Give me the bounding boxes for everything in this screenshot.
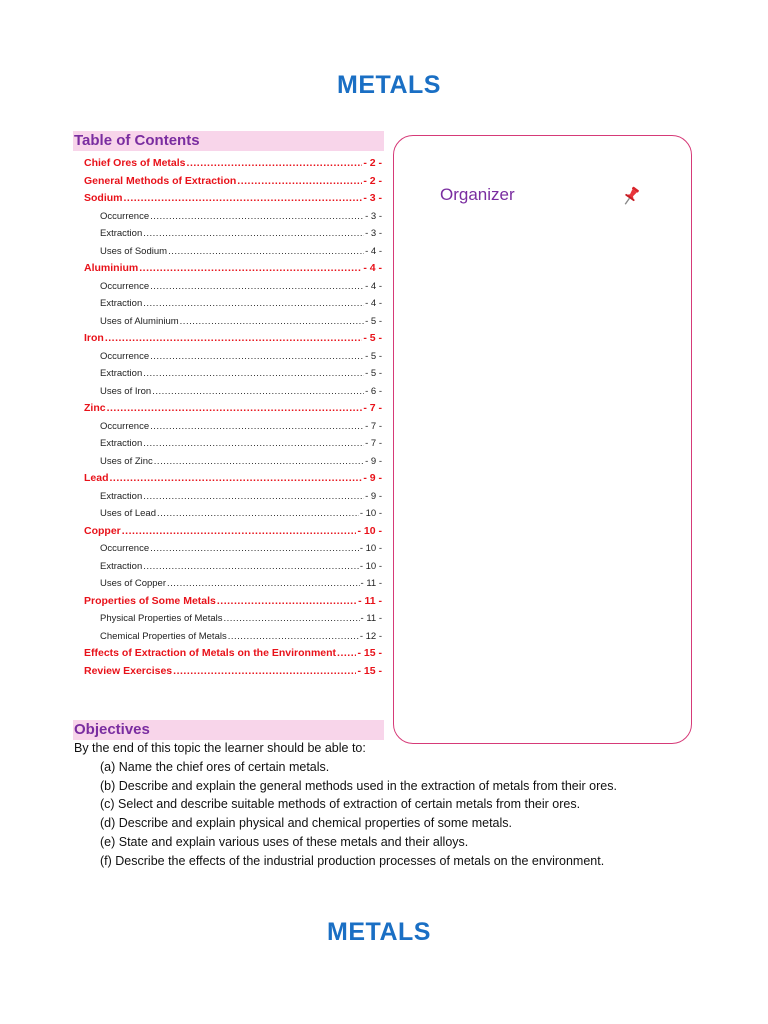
toc-entry-label: Iron: [84, 332, 104, 344]
toc-leader-dots: [154, 456, 364, 467]
toc-entry-page: - 11 -: [360, 613, 382, 624]
toc-section-entry[interactable]: [84, 328, 382, 344]
toc-entry-label: Chemical Properties of Metals: [100, 630, 227, 642]
toc-entry-label: Review Exercises: [84, 664, 173, 677]
footer-title: METALS: [327, 918, 431, 946]
objective-item: (d) Describe and explain physical and chemical properties of some metals.: [100, 816, 512, 831]
toc-entry-label: Uses of Aluminium: [100, 315, 179, 327]
toc-subsection-entry[interactable]: [84, 503, 382, 519]
page-title: METALS: [337, 71, 441, 99]
toc-subsection-entry[interactable]: [84, 556, 382, 572]
objective-item: (f) Describe the effects of the industrial production processes of metals on the environment.: [100, 853, 605, 868]
toc-leader-dots: [228, 631, 359, 642]
toc-entry-page: - 10 -: [359, 543, 382, 554]
toc-entry-page: - 5 -: [365, 350, 382, 362]
pushpin-icon: [620, 185, 642, 207]
toc-entry-label: Copper: [84, 524, 121, 537]
toc-subsection-entry[interactable]: [84, 346, 382, 362]
toc-subsection-entry[interactable]: [84, 433, 382, 449]
toc-entry-page: - 11 -: [360, 578, 382, 589]
toc-leader-dots: [105, 332, 362, 344]
toc-entry-label: Occurrence: [100, 280, 150, 292]
toc-entry-label: Extraction: [100, 228, 143, 239]
toc-leader-dots: [143, 561, 359, 572]
toc-entry-label: Chief Ores of Metals: [84, 157, 186, 169]
toc-subsection-entry[interactable]: [84, 626, 382, 642]
toc-entry-label: Uses of Iron: [100, 385, 152, 397]
toc-entry-page: - 4 -: [365, 298, 382, 309]
toc-entry-label: Aluminium: [84, 262, 139, 274]
toc-entry-page: - 9 -: [365, 455, 382, 467]
objectives-header: Objectives: [73, 720, 384, 740]
objective-item: (b) Describe and explain the general methods used in the extraction of metals from their ores.: [100, 778, 617, 793]
toc-subsection-entry[interactable]: [84, 381, 382, 397]
toc-entry-page: - 3 -: [365, 228, 382, 239]
objective-item: (a) Name the chief ores of certain metals.: [100, 760, 330, 774]
toc-leader-dots: [237, 175, 362, 187]
toc-section-entry[interactable]: [84, 153, 382, 169]
toc-header: Table of Contents: [73, 131, 384, 151]
toc-entry-page: - 9 -: [365, 490, 382, 502]
toc-entry-label: Extraction: [100, 560, 143, 572]
toc-leader-dots: [150, 543, 359, 554]
toc-entry-label: Zinc: [84, 402, 106, 414]
toc-subsection-entry[interactable]: [84, 363, 382, 379]
organizer-box[interactable]: [393, 135, 692, 744]
toc-section-entry[interactable]: [84, 591, 382, 607]
toc-section-entry[interactable]: [84, 643, 382, 659]
toc-leader-dots: [150, 351, 364, 362]
toc-entry-label: Physical Properties of Metals: [100, 613, 223, 624]
toc-leader-dots: [143, 438, 364, 449]
toc-subsection-entry[interactable]: [84, 223, 382, 239]
objective-item: (c) Select and describe suitable methods of extraction of certain metals from their ores.: [100, 797, 581, 812]
toc-entry-label: Sodium: [84, 192, 123, 204]
objectives-intro: By the end of this topic the learner should be able to:: [74, 741, 366, 755]
toc-subsection-entry[interactable]: [84, 573, 382, 589]
toc-entry-label: Extraction: [100, 368, 143, 379]
toc-entry-page: - 6 -: [365, 385, 382, 397]
organizer-label: Organizer: [440, 185, 515, 204]
toc-entry-page: - 5 -: [363, 332, 382, 344]
toc-entry-page: - 15 -: [357, 664, 382, 677]
toc-subsection-entry[interactable]: [84, 451, 382, 467]
toc-entry-label: Extraction: [100, 438, 143, 449]
toc-entry-page: - 10 -: [357, 524, 382, 537]
toc-entry-page: - 10 -: [359, 560, 382, 572]
toc-leader-dots: [110, 472, 363, 484]
toc-entry-label: Uses of Sodium: [100, 245, 168, 257]
toc-entry-page: - 3 -: [365, 210, 382, 222]
toc-leader-dots: [224, 613, 360, 624]
toc-entry-page: - 11 -: [358, 594, 382, 607]
toc-subsection-entry[interactable]: [84, 416, 382, 432]
toc-entry-label: Lead: [84, 472, 109, 484]
toc-entry-label: Extraction: [100, 490, 143, 502]
toc-section-entry[interactable]: [84, 188, 382, 204]
toc-entry-label: Uses of Copper: [100, 578, 167, 589]
toc-leader-dots: [152, 386, 364, 397]
toc-leader-dots: [168, 246, 364, 257]
objective-item: (e) State and explain various uses of these metals and their alloys.: [100, 834, 469, 849]
toc-leader-dots: [150, 421, 364, 432]
toc-leader-dots: [217, 595, 357, 607]
toc-section-entry[interactable]: [84, 258, 382, 274]
toc-entry-page: - 7 -: [365, 438, 382, 449]
toc-entry-page: - 5 -: [365, 315, 382, 327]
toc-entry-page: - 7 -: [365, 420, 382, 432]
toc-entry-label: Uses of Lead: [100, 508, 156, 519]
toc-subsection-entry[interactable]: [84, 486, 382, 502]
toc-subsection-entry[interactable]: [84, 206, 382, 222]
toc-leader-dots: [107, 402, 363, 414]
toc-leader-dots: [180, 316, 364, 327]
toc-entry-page: - 3 -: [363, 192, 382, 204]
toc-entry-page: - 4 -: [365, 245, 382, 257]
toc-subsection-entry[interactable]: [84, 276, 382, 292]
toc-entry-label: Effects of Extraction of Metals on the Environment: [84, 647, 337, 659]
toc-entry-page: - 4 -: [365, 280, 382, 292]
toc-leader-dots: [122, 525, 357, 537]
toc-leader-dots: [143, 298, 364, 309]
toc-leader-dots: [143, 491, 364, 502]
toc-section-entry[interactable]: [84, 398, 382, 414]
toc-entry-label: Uses of Zinc: [100, 455, 153, 467]
toc-subsection-entry[interactable]: [84, 241, 382, 257]
toc-leader-dots: [150, 211, 364, 222]
toc-leader-dots: [187, 157, 363, 169]
toc-subsection-entry[interactable]: [84, 293, 382, 309]
toc-entry-page: - 5 -: [365, 368, 382, 379]
toc-entry-page: - 15 -: [357, 647, 382, 659]
toc-leader-dots: [173, 665, 356, 677]
toc-entry-label: Properties of Some Metals: [84, 594, 216, 607]
toc-subsection-entry[interactable]: [84, 608, 382, 624]
toc-entry-page: - 9 -: [363, 472, 382, 484]
toc-leader-dots: [143, 228, 364, 239]
toc-section-entry[interactable]: [84, 661, 382, 677]
toc-leader-dots: [150, 281, 364, 292]
toc-entry-page: - 2 -: [363, 174, 382, 187]
toc-entry-page: - 4 -: [363, 262, 382, 274]
toc-leader-dots: [143, 368, 364, 379]
toc-subsection-entry[interactable]: [84, 311, 382, 327]
toc-section-entry[interactable]: [84, 521, 382, 537]
toc-entry-page: - 2 -: [363, 157, 382, 169]
toc-leader-dots: [337, 647, 356, 659]
toc-entry-page: - 10 -: [359, 508, 382, 519]
toc-entry-label: Occurrence: [100, 350, 150, 362]
toc-entry-label: Occurrence: [100, 210, 150, 222]
toc-entry-page: - 7 -: [363, 402, 382, 414]
toc-leader-dots: [139, 262, 362, 274]
toc-section-entry[interactable]: [84, 468, 382, 484]
toc-leader-dots: [124, 192, 363, 204]
toc-entry-label: Occurrence: [100, 543, 150, 554]
toc-leader-dots: [157, 508, 359, 519]
toc-entry-page: - 12 -: [359, 630, 382, 642]
toc-leader-dots: [167, 578, 360, 589]
toc-entry-label: Occurrence: [100, 420, 150, 432]
toc-subsection-entry[interactable]: [84, 538, 382, 554]
toc-entry-label: General Methods of Extraction: [84, 174, 237, 187]
toc-entry-label: Extraction: [100, 298, 143, 309]
toc-section-entry[interactable]: [84, 171, 382, 187]
